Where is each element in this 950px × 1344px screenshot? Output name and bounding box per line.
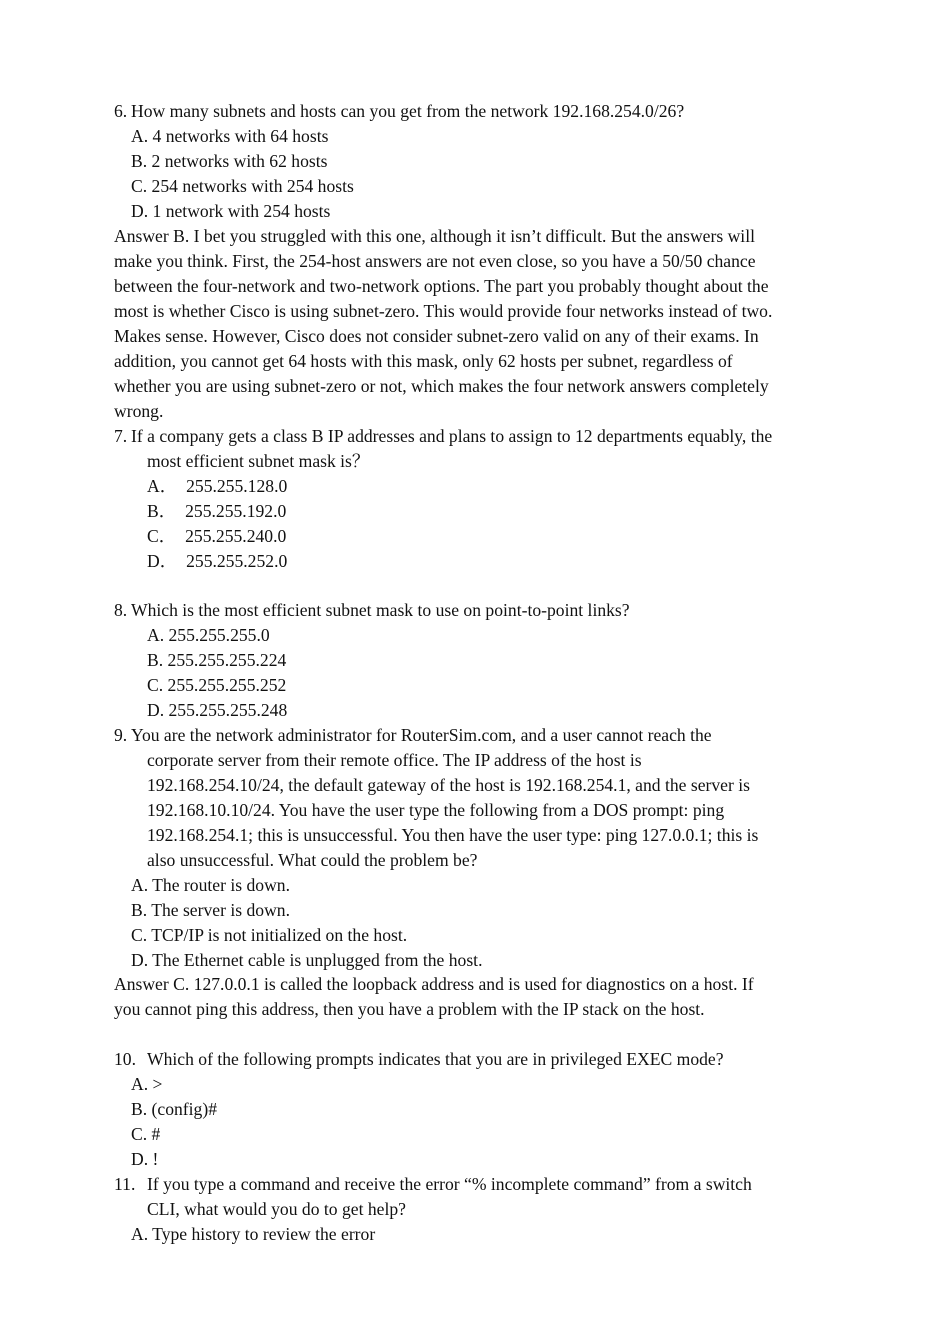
option-d: D． 255.255.252.0 (147, 551, 288, 571)
option-d: D. 255.255.255.248 (147, 700, 288, 720)
option-c: C. TCP/IP is not initialized on the host. (131, 925, 408, 945)
question-number: 9. (114, 725, 128, 745)
option-d: D. 1 network with 254 hosts (131, 201, 331, 221)
answer-line: Makes sense. However, Cisco does not consider subnet-zero valid on any of their exams. In (114, 326, 759, 346)
answer-line: you cannot ping this address, then you have a problem with the IP stack on the host. (114, 999, 705, 1019)
question-number: 10. (114, 1049, 136, 1069)
option-a: A. The router is down. (131, 875, 290, 895)
question-stem: You are the network administrator for RouterSim.com, and a user cannot reach the (131, 725, 712, 745)
option-a: A. 255.255.255.0 (147, 625, 270, 645)
option-c: C. # (131, 1124, 161, 1144)
question-stem-continued: 192.168.10.10/24. You have the user type the following from a DOS prompt: ping (147, 800, 725, 820)
answer-line: between the four-network and two-network options. The part you probably thought about the (114, 276, 769, 296)
option-d: D. ! (131, 1149, 159, 1169)
option-b: B. The server is down. (131, 900, 290, 920)
option-d: D. The Ethernet cable is unplugged from the host. (131, 950, 483, 970)
question-stem-continued: also unsuccessful. What could the problem be? (147, 850, 478, 870)
question-number: 8. (114, 600, 128, 620)
question-stem-continued: most efficient subnet mask is？ (147, 451, 370, 471)
option-b: B. 2 networks with 62 hosts (131, 151, 328, 171)
question-stem-continued: corporate server from their remote office. The IP address of the host is (147, 750, 642, 770)
answer-line: whether you are using subnet-zero or not, which makes the four network answers completely (114, 376, 769, 396)
option-b: B. (config)# (131, 1099, 217, 1119)
question-number: 7. (114, 426, 128, 446)
option-a: A. > (131, 1074, 163, 1094)
question-stem-continued: 192.168.254.10/24, the default gateway of the host is 192.168.254.1, and the server is (147, 775, 750, 795)
answer-line: addition, you cannot get 64 hosts with this mask, only 62 hosts per subnet, regardless of (114, 351, 733, 371)
option-a: A. Type history to review the error (131, 1224, 376, 1244)
question-stem: How many subnets and hosts can you get from the network 192.168.254.0/26? (131, 101, 685, 121)
option-b: B. 255.255.255.224 (147, 650, 287, 670)
option-c: C. 254 networks with 254 hosts (131, 176, 354, 196)
answer-line: make you think. First, the 254-host answers are not even close, so you have a 50/50 chance (114, 251, 756, 271)
question-number: 11. (114, 1174, 136, 1194)
question-stem: If you type a command and receive the error “% incomplete command” from a switch (147, 1174, 752, 1194)
question-stem-continued: CLI, what would you do to get help? (147, 1199, 406, 1219)
question-stem-continued: 192.168.254.1; this is unsuccessful. You then have the user type: ping 127.0.0.1; this is (147, 825, 759, 845)
option-a: A． 255.255.128.0 (147, 476, 288, 496)
question-stem: Which is the most efficient subnet mask to use on point-to-point links? (131, 600, 630, 620)
question-stem: If a company gets a class B IP addresses and plans to assign to 12 departments equably, the (131, 426, 773, 446)
question-number: 6. (114, 101, 128, 121)
question-stem: Which of the following prompts indicates that you are in privileged EXEC mode? (147, 1049, 724, 1069)
option-a: A. 4 networks with 64 hosts (131, 126, 329, 146)
answer-line: Answer C. 127.0.0.1 is called the loopback address and is used for diagnostics on a host. If (114, 974, 754, 994)
option-c: C． 255.255.240.0 (147, 526, 287, 546)
option-b: B． 255.255.192.0 (147, 501, 287, 521)
answer-line: most is whether Cisco is using subnet-zero. This would provide four networks instead of two. (114, 301, 773, 321)
answer-line: wrong. (114, 401, 164, 421)
answer-line: Answer B. I bet you struggled with this one, although it isn’t difficult. But the answers will (114, 226, 755, 246)
option-c: C. 255.255.255.252 (147, 675, 287, 695)
